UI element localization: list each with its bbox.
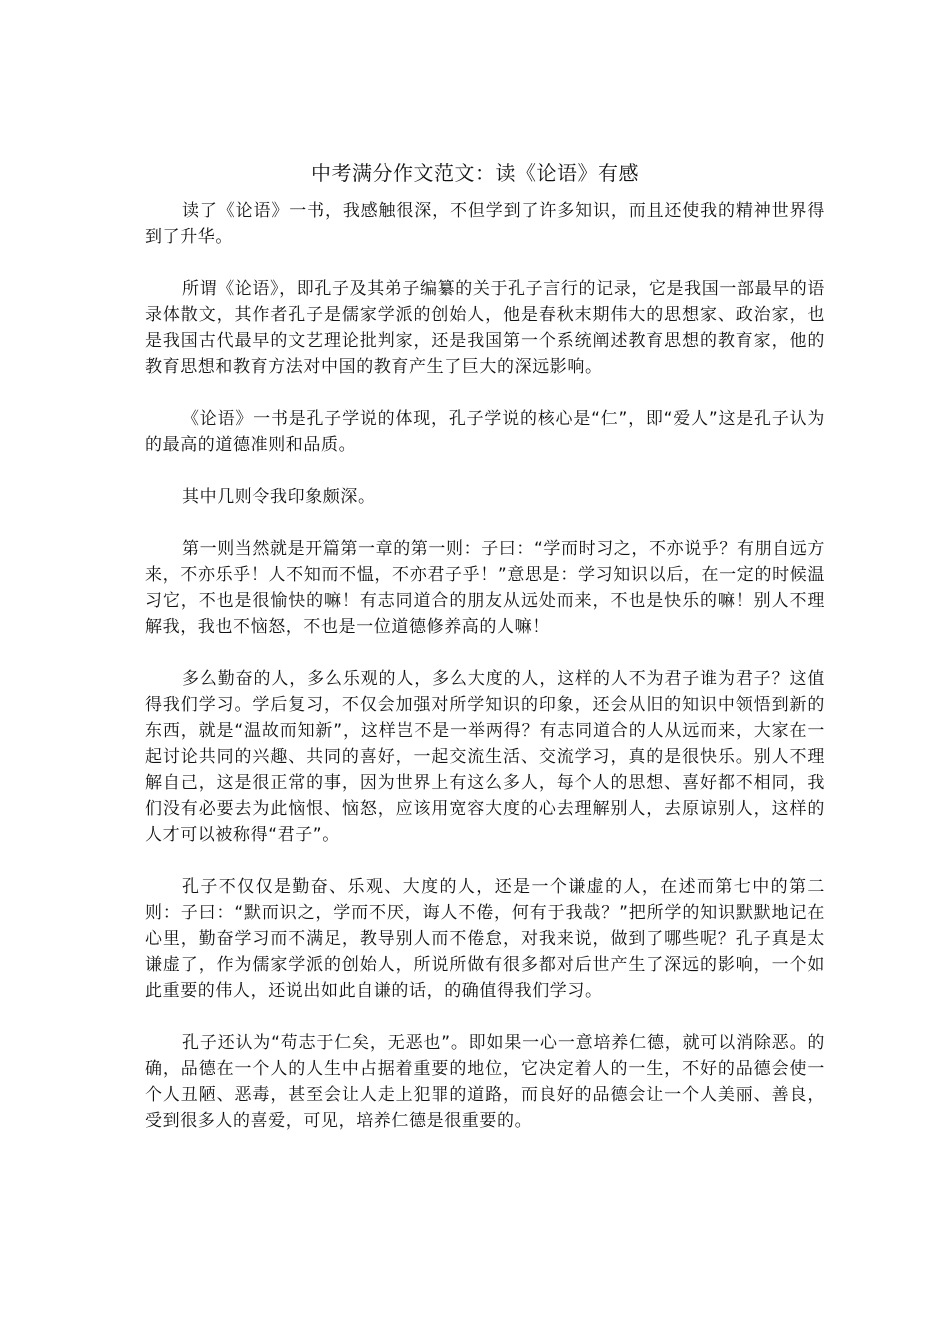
paragraph-1: 读了《论语》一书，我感触很深，不但学到了许多知识，而且还使我的精神世界得到了升华。 [145, 201, 825, 247]
document-title: 中考满分作文范文：读《论语》有感 [311, 161, 639, 185]
document-body [145, 198, 825, 1160]
paragraph-5: 第一则当然就是开篇第一章的第一则：子曰：“学而时习之，不亦说乎？有朋自远方来，不亦乐乎！人不知而不愠，不亦君子乎！”意思是：学习知识以后，在一定的时候温习它，不也是很愉快的嘛！有志同道合的朋友从远处而来，不也是快乐的嘛！别人不理解我，我也不恼怒，不也是一位道德修养高的人嘛！ [145, 539, 826, 637]
paragraph-7: 孔子不仅仅是勤奋、乐观、大度的人，还是一个谦虚的人，在述而第七中的第二则：子曰：“默而识之，学而不厌，诲人不倦，何有于我哉？”把所学的知识默默地记在心里，勤奋学习而不满足，教导别人而不倦怠，对我来说，做到了哪些呢？孔子真是太谦虚了，作为儒家学派的创始人，所说所做有很多都对后世产生了深远的影响，一个如此重要的伟人，还说出如此自谦的话，的确值得我们学习。 [145, 877, 825, 1001]
paragraph-6: 多么勤奋的人，多么乐观的人，多么大度的人，这样的人不为君子谁为君子？这值得我们学习。学后复习，不仅会加强对所学知识的印象，还会从旧的知识中领悟到新的东西，就是“温故而知新”，这样岂不是一举两得？有志同道合的人从远而来，大家在一起讨论共同的兴趣、共同的喜好，一起交流生活、交流学习，真的是很快乐。别人不理解自己，这是很正常的事，因为世界上有这么多人，每个人的思想、喜好都不相同，我们没有必要去为此恼恨、恼怒，应该用宽容大度的心去理解别人，去原谅别人，这样的人才可以被称得“君子”。 [145, 669, 825, 845]
paragraph-8: 孔子还认为“苟志于仁矣，无恶也”。即如果一心一意培养仁德，就可以消除恶。的确，品德在一个人的人生中占据着重要的地位，它决定着人的一生，不好的品德会使一个人丑陋、恶毒，甚至会让人走上犯罪的道路，而良好的品德会让一个人美丽、善良，受到很多人的喜爱，可见，培养仁德是很重要的。 [145, 1033, 825, 1131]
paragraph-4: 其中几则令我印象颇深。 [182, 487, 376, 507]
paragraph-3: 《论语》一书是孔子学说的体现，孔子学说的核心是“仁”，即“爱人”这是孔子认为的最高的道德准则和品质。 [145, 409, 825, 455]
paragraph-2: 所谓《论语》，即孔子及其弟子编纂的关于孔子言行的记录，它是我国一部最早的语录体散文，其作者孔子是儒家学派的创始人，他是春秋末期伟大的思想家、政治家，也是我国古代最早的文艺理论批判家，还是我国第一个系统阐述教育思想的教育家，他的教育思想和教育方法对中国的教育产生了巨大的深远影响。 [145, 279, 825, 377]
